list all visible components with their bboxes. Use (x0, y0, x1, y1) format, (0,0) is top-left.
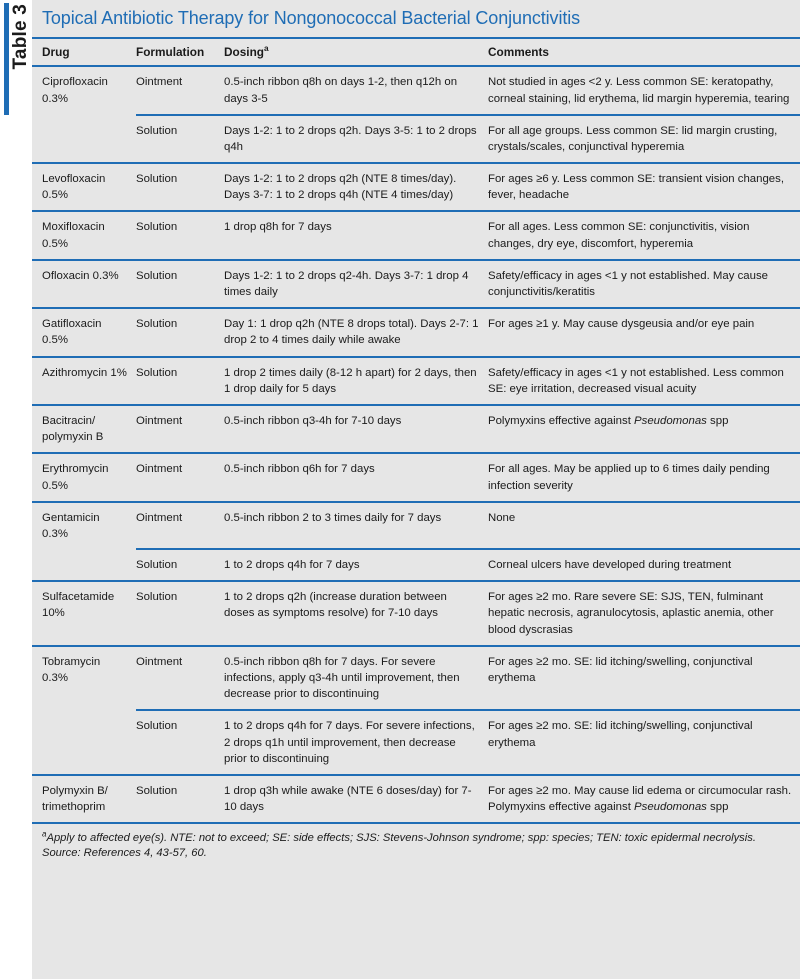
table-row (32, 775, 800, 822)
cell-comments (488, 775, 800, 822)
table-tab-accent-bar (4, 3, 9, 115)
cell-formulation: Ointment (136, 502, 224, 549)
column-header-drug: Drug (42, 44, 70, 59)
comments-text: spp (706, 801, 729, 814)
cell-comments: For ages ≥2 mo. SE: lid itching/swelling, conjunctival erythema (488, 646, 800, 711)
cell-drug: Polymyxin B/ trimethoprim (32, 775, 136, 822)
cell-dosing: 1 drop q3h while awake (NTE 6 doses/day) for 7-10 days (224, 775, 488, 822)
cell-drug: Ofloxacin 0.3% (32, 260, 136, 308)
cell-dosing: 0.5-inch ribbon q6h for 7 days (224, 453, 488, 501)
cell-formulation: Ointment (136, 646, 224, 711)
cell-drug: Bacitracin/ polymyxin B (32, 405, 136, 453)
cell-drug: Gatifloxacin 0.5% (32, 308, 136, 356)
cell-drug: Gentamicin 0.3% (32, 502, 136, 549)
antibiotic-therapy-table (32, 39, 800, 823)
cell-drug: Levofloxacin 0.5% (32, 163, 136, 211)
cell-comments: For ages ≥2 mo. SE: lid itching/swelling, conjunctival erythema (488, 710, 800, 775)
cell-comments: For all ages. Less common SE: conjunctivitis, vision changes, dry eye, discomfort, hyperemia (488, 211, 800, 259)
cell-drug: Tobramycin 0.3% (32, 646, 136, 711)
cell-dosing: 1 drop 2 times daily (8-12 h apart) for 2 days, then 1 drop daily for 5 days (224, 357, 488, 405)
cell-dosing: 1 to 2 drops q4h for 7 days (224, 549, 488, 581)
cell-dosing: 1 to 2 drops q2h (increase duration between doses as symptoms resolve) for 7-10 days (224, 581, 488, 646)
cell-drug: Sulfacetamide 10% (32, 581, 136, 646)
cell-drug: Moxifloxacin 0.5% (32, 211, 136, 259)
cell-comments: For ages ≥6 y. Less common SE: transient vision changes, fever, headache (488, 163, 800, 211)
cell-comments: For ages ≥1 y. May cause dysgeusia and/or eye pain (488, 308, 800, 356)
cell-formulation: Ointment (136, 66, 224, 114)
dosing-footnote-marker: a (263, 43, 269, 53)
cell-formulation: Solution (136, 357, 224, 405)
comments-text: Polymyxins effective against (488, 414, 635, 427)
table-head (32, 39, 800, 67)
cell-comments: For all age groups. Less common SE: lid margin crusting, crystals/scales, conjunctival hyperemia (488, 115, 800, 163)
table-header-row (32, 39, 800, 67)
comments-italic-term: Pseudomonas (634, 801, 707, 814)
table-row (32, 710, 800, 775)
cell-comments: Safety/efficacy in ages <1 y not established. Less common SE: eye irritation, decreased visual acuity (488, 357, 800, 405)
table-row (32, 502, 800, 549)
cell-formulation: Solution (136, 211, 224, 259)
cell-drug: Erythromycin 0.5% (32, 453, 136, 501)
table-row (32, 646, 800, 711)
table-row (32, 581, 800, 646)
cell-formulation: Solution (136, 549, 224, 581)
cell-drug: Azithromycin 1% (32, 357, 136, 405)
table-body (32, 66, 800, 822)
cell-formulation: Solution (136, 260, 224, 308)
table-row (32, 405, 800, 453)
cell-formulation: Ointment (136, 405, 224, 453)
cell-comments (488, 405, 800, 453)
cell-comments: Corneal ulcers have developed during treatment (488, 549, 800, 581)
cell-dosing: 1 drop q8h for 7 days (224, 211, 488, 259)
cell-formulation: Solution (136, 775, 224, 822)
column-header-dosing (224, 39, 488, 67)
cell-comments: For all ages. May be applied up to 6 times daily pending infection severity (488, 453, 800, 501)
table-row (32, 115, 800, 163)
cell-formulation: Solution (136, 115, 224, 163)
table-footnote (32, 822, 800, 869)
table-container (32, 0, 800, 979)
table-row (32, 308, 800, 356)
cell-formulation: Solution (136, 308, 224, 356)
cell-formulation: Solution (136, 163, 224, 211)
cell-dosing: 0.5-inch ribbon q8h for 7 days. For severe infections, apply q3-4h until improvement, then decrease prior to discontinuing (224, 646, 488, 711)
column-header-formulation: Formulation (136, 44, 205, 59)
cell-comments: Safety/efficacy in ages <1 y not established. May cause conjunctivitis/keratitis (488, 260, 800, 308)
comments-text: For ages ≥2 mo. May cause lid edema or circumocular rash. Polymyxins effective against (488, 784, 792, 814)
cell-dosing: Days 1-2: 1 to 2 drops q2-4h. Days 3-7: 1 drop 4 times daily (224, 260, 488, 308)
comments-italic-term: Pseudomonas (634, 414, 707, 427)
footnote-text: Apply to affected eye(s). NTE: not to exceed; SE: side effects; SJS: Stevens-Johnson syndrome; spp: species; TEN: toxic epidermal necrolysis. Source: References 4, 43-57, 60. (42, 832, 756, 860)
table-title: Topical Antibiotic Therapy for Nongonococcal Bacterial Conjunctivitis (42, 8, 581, 28)
cell-dosing: 0.5-inch ribbon q8h on days 1-2, then q12h on days 3-5 (224, 66, 488, 114)
cell-formulation: Ointment (136, 453, 224, 501)
cell-formulation: Solution (136, 581, 224, 646)
table-row (32, 549, 800, 581)
cell-dosing: Days 1-2: 1 to 2 drops q2h (NTE 8 times/day). Days 3-7: 1 to 2 drops q4h (NTE 4 times/day) (224, 163, 488, 211)
column-header-dosing-text: Dosing (224, 44, 264, 59)
cell-drug: Ciprofloxacin 0.3% (32, 66, 136, 114)
table-row (32, 260, 800, 308)
cell-dosing: 1 to 2 drops q4h for 7 days. For severe infections, 2 drops q1h until improvement, then decrease prior to discontinuing (224, 710, 488, 775)
cell-formulation: Solution (136, 710, 224, 775)
table-number-label: Table 3 (10, 4, 31, 70)
cell-dosing: 0.5-inch ribbon q3-4h for 7-10 days (224, 405, 488, 453)
cell-comments: None (488, 502, 800, 549)
table-row (32, 163, 800, 211)
cell-dosing: Days 1-2: 1 to 2 drops q2h. Days 3-5: 1 to 2 drops q4h (224, 115, 488, 163)
table-row (32, 453, 800, 501)
cell-comments: Not studied in ages <2 y. Less common SE: keratopathy, corneal staining, lid erythema, lid margin hyperemia, tearing (488, 66, 800, 114)
cell-drug (32, 115, 136, 163)
cell-dosing: Day 1: 1 drop q2h (NTE 8 drops total). Days 2-7: 1 drop 2 to 4 times daily while awake (224, 308, 488, 356)
comments-text: spp (706, 414, 729, 427)
cell-comments: For ages ≥2 mo. Rare severe SE: SJS, TEN, fulminant hepatic necrosis, agranulocytosis, aplastic anemia, other blood dyscrasias (488, 581, 800, 646)
column-header-comments: Comments (488, 44, 549, 59)
table-row (32, 211, 800, 259)
cell-dosing: 0.5-inch ribbon 2 to 3 times daily for 7 days (224, 502, 488, 549)
cell-drug (32, 710, 136, 775)
table-number-tab (0, 0, 32, 120)
table-row (32, 66, 800, 114)
cell-drug (32, 549, 136, 581)
table-row (32, 357, 800, 405)
footnote-marker: a (42, 829, 47, 839)
